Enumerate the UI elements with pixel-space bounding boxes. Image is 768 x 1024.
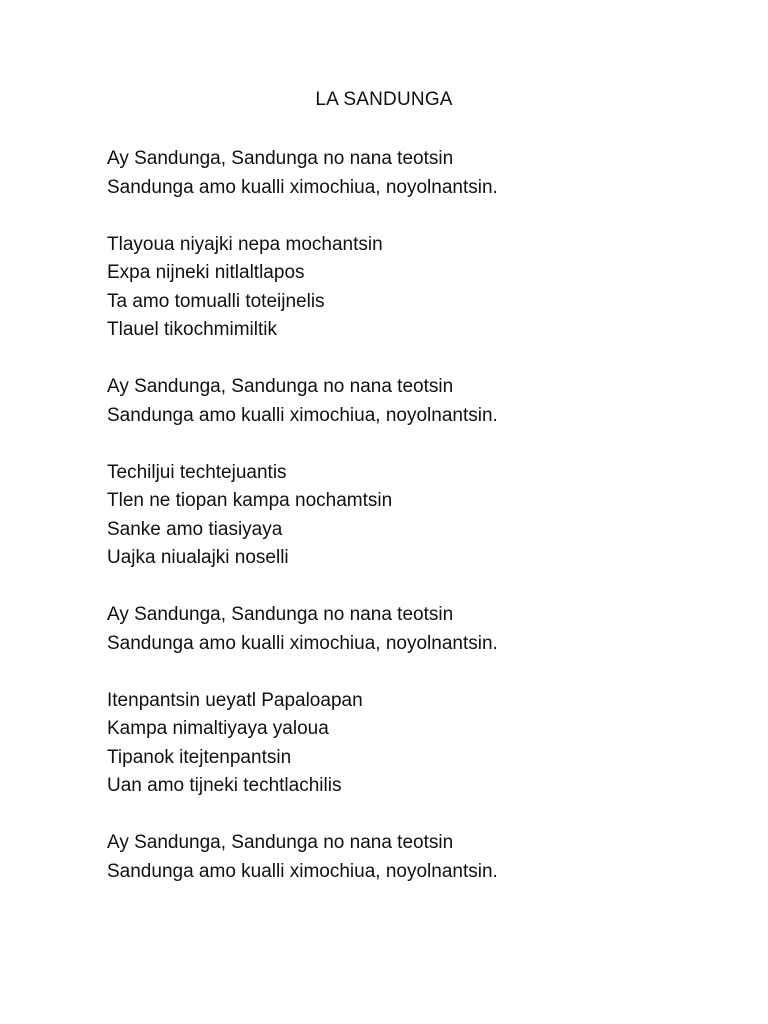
lyric-line: Sanke amo tiasiyaya <box>107 518 283 540</box>
lyric-line: Tlauel tikochmimiltik <box>107 319 277 340</box>
stanza-chorus-4 <box>107 829 727 886</box>
lyric-line: Sandunga amo kualli ximochiua, noyolnantsin. <box>107 404 498 426</box>
stanza-verse-2 <box>107 459 727 573</box>
lyric-line: Sandunga amo kualli ximochiua, noyolnantsin. <box>107 632 498 654</box>
stanza-chorus-3 <box>107 601 727 658</box>
lyric-line: Sandunga amo kualli ximochiua, noyolnantsin. <box>107 860 498 882</box>
lyric-line: Ta amo tomualli toteijnelis <box>107 290 325 312</box>
lyric-line: Sandunga amo kualli ximochiua, noyolnantsin. <box>107 176 498 198</box>
stanza-verse-1 <box>107 231 727 345</box>
lyrics <box>107 145 727 915</box>
lyric-line: Ay Sandunga, Sandunga no nana teotsin <box>107 376 454 397</box>
lyric-line: Uajka niualajki noselli <box>107 547 289 568</box>
lyric-line: Kampa nimaltiyaya yaloua <box>107 718 329 739</box>
lyric-line: Expa nijneki nitlaltlapos <box>107 262 305 283</box>
lyric-line: Ay Sandunga, Sandunga no nana teotsin <box>107 148 454 169</box>
stanza-chorus-1 <box>107 145 727 202</box>
stanza-verse-3 <box>107 687 727 801</box>
lyric-line: Tipanok itejtenpantsin <box>107 746 292 768</box>
lyric-line: Ay Sandunga, Sandunga no nana teotsin <box>107 832 454 853</box>
lyric-line: Itenpantsin ueyatl Papaloapan <box>107 689 363 711</box>
stanza-chorus-2 <box>107 373 727 430</box>
lyric-line: Tlen ne tiopan kampa nochamtsin <box>107 490 393 511</box>
lyric-line: Tlayoua niyajki nepa mochantsin <box>107 233 383 255</box>
song-title: LA SANDUNGA <box>315 89 453 110</box>
lyric-line: Techiljui techtejuantis <box>107 461 287 483</box>
lyric-line: Uan amo tijneki techtlachilis <box>107 775 342 796</box>
lyric-line: Ay Sandunga, Sandunga no nana teotsin <box>107 604 454 625</box>
